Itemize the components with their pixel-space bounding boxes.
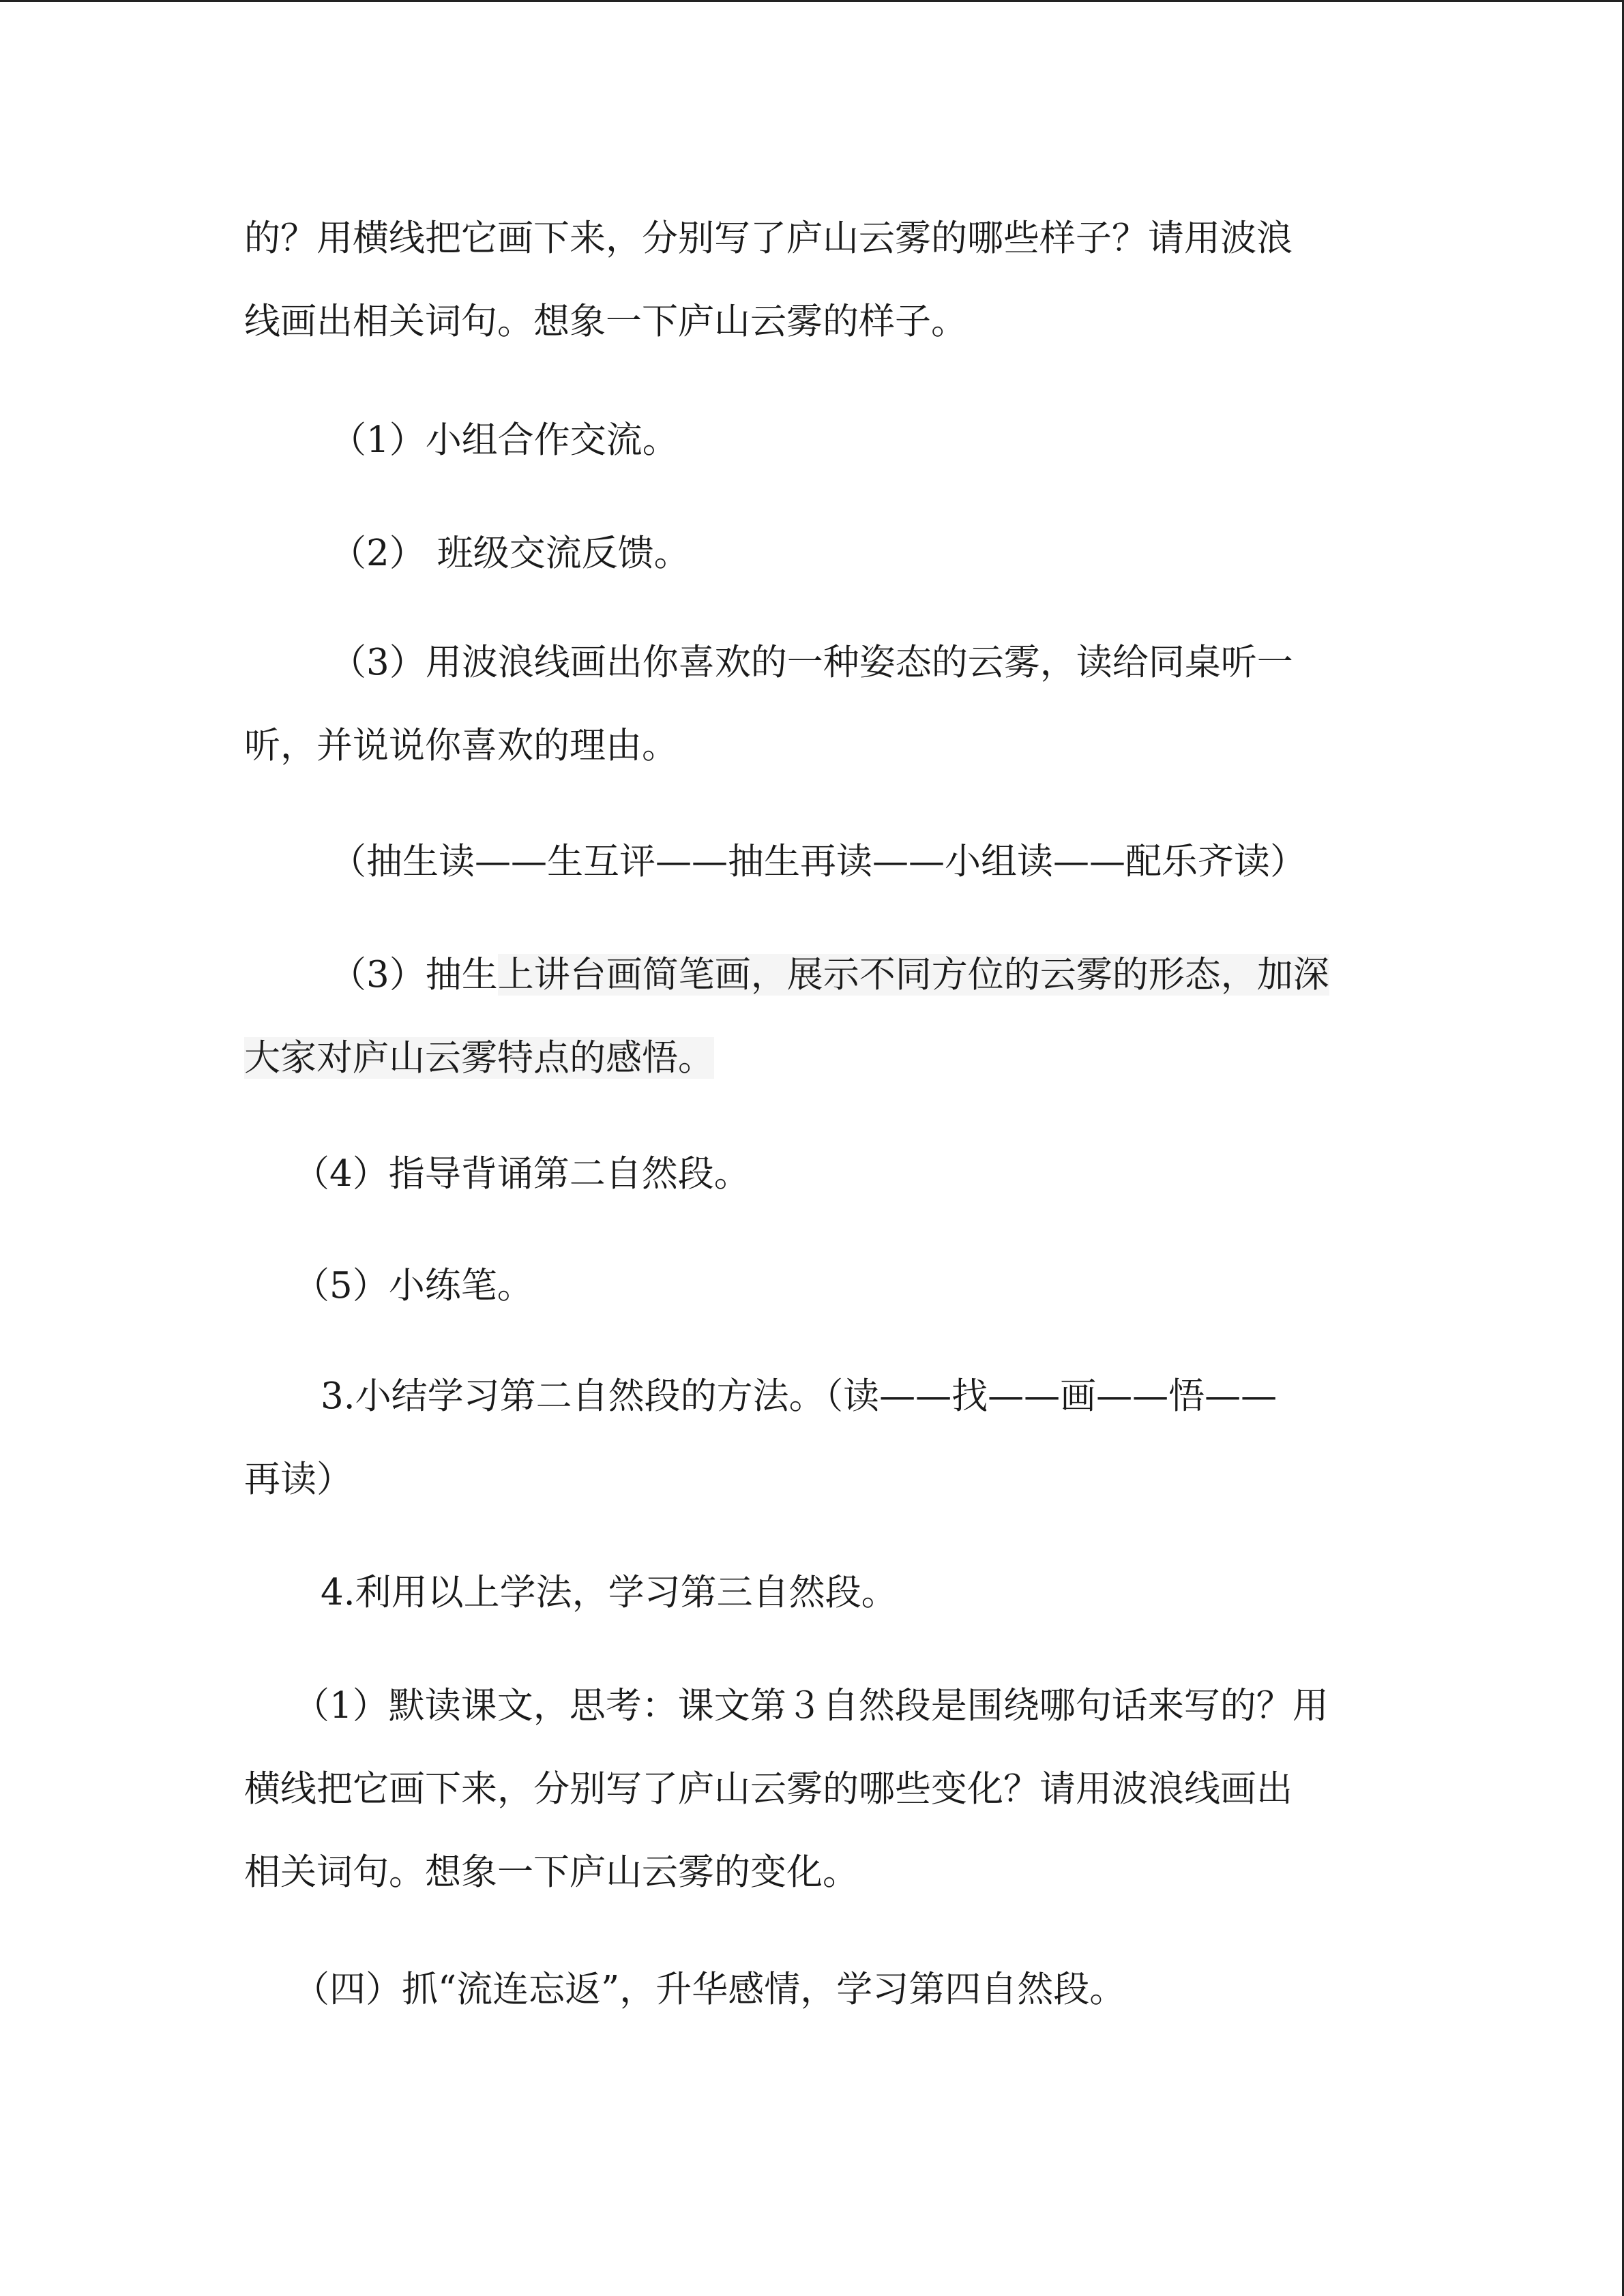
text-line: （抽生读——生互评——抽生再读——小组读——配乐齐读） xyxy=(330,841,1306,882)
text-line: （2） 班级交流反馈。 xyxy=(330,533,690,574)
paragraph-8 xyxy=(293,1244,1426,1328)
paragraph-6 xyxy=(244,934,1376,1100)
text-line: 相关词句。想象一下庐山云雾的变化。 xyxy=(244,1851,859,1893)
text-line: （3）用波浪线画出你喜欢的一种姿态的云雾，读给同桌听一 xyxy=(330,642,1293,683)
paragraph-9 xyxy=(244,1355,1376,1521)
paragraph-4 xyxy=(244,621,1376,788)
text-line: （1）小组合作交流。 xyxy=(330,419,679,461)
paragraph-7 xyxy=(293,1133,1426,1216)
text-segment: （3）抽生 xyxy=(330,954,498,996)
text-line: （1）默读课文，思考：课文第３自然段是围绕哪句话来写的？用 xyxy=(293,1685,1329,1727)
paragraph-3 xyxy=(330,512,1462,595)
paragraph-1 xyxy=(244,197,1376,363)
text-line: （4）指导背诵第二自然段。 xyxy=(293,1153,750,1195)
text-line: 线画出相关词句。想象一下庐山云雾的样子。 xyxy=(244,301,967,342)
text-line: 的？用横线把它画下来，分别写了庐山云雾的哪些样子？请用波浪 xyxy=(244,218,1293,259)
text-line: 再读） xyxy=(244,1459,353,1500)
text-line: （5）小练笔。 xyxy=(293,1265,533,1307)
text-line: 听，并说说你喜欢的理由。 xyxy=(244,725,678,766)
text-line: 横线把它画下来，分别写了庐山云雾的哪些变化？请用波浪线画出 xyxy=(244,1768,1293,1810)
paragraph-2 xyxy=(330,399,1462,482)
text-line: （四）抓“流连忘返”，升华感情，学习第四自然段。 xyxy=(293,1969,1126,2010)
text-line: 4.利用以上学法，学习第三自然段。 xyxy=(321,1572,898,1613)
highlighted-text: 上讲台画简笔画，展示不同方位的云雾的形态，加深 xyxy=(497,954,1329,996)
paragraph-11 xyxy=(244,1665,1376,1914)
paragraph-12 xyxy=(293,1948,1426,2031)
text-line xyxy=(244,934,1376,1017)
text-line xyxy=(244,1017,1376,1100)
text-line: 3.小结学习第二自然段的方法。（读——找——画——悟—— xyxy=(321,1375,1278,1417)
paragraph-5 xyxy=(330,820,1462,904)
paragraph-10 xyxy=(321,1551,1453,1635)
highlighted-text: 大家对庐山云雾特点的感悟。 xyxy=(244,1037,714,1079)
